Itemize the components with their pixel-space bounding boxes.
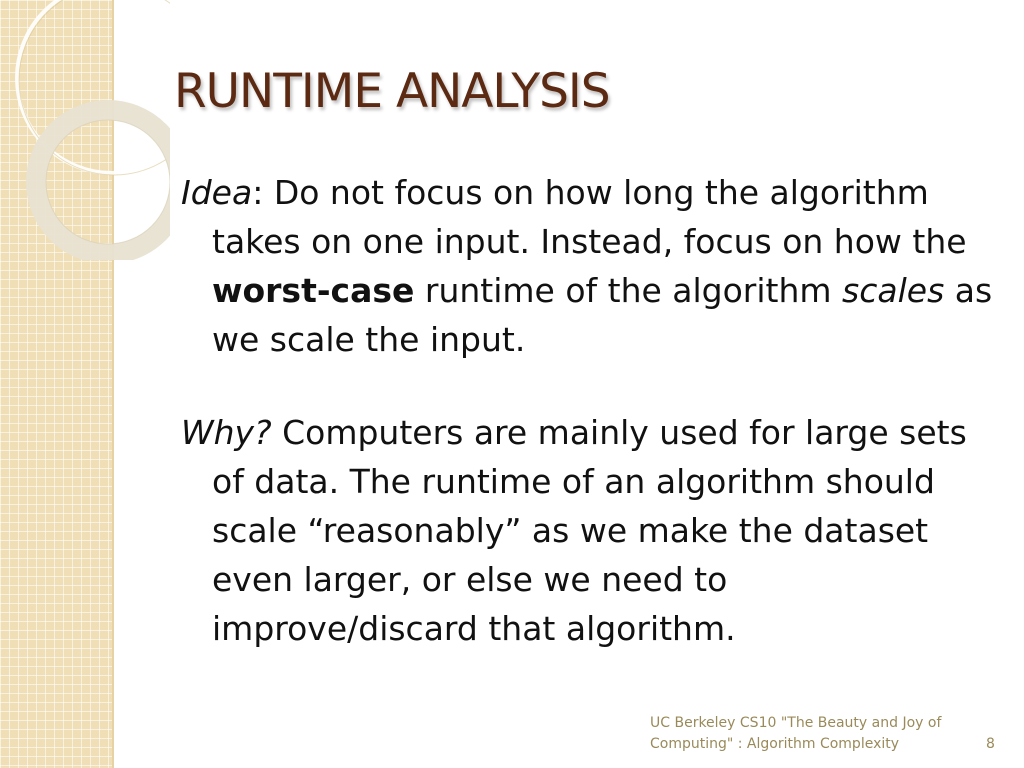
idea-paragraph <box>181 168 993 364</box>
idea-text-end: as we scale the input. <box>212 271 993 359</box>
scales-term: scales <box>842 271 945 310</box>
lower-ring-inner <box>46 120 170 244</box>
slide-body <box>181 168 993 653</box>
why-lead: Why? <box>181 413 272 452</box>
lower-ring <box>36 110 170 254</box>
why-paragraph <box>181 408 993 653</box>
idea-text-continued: runtime of the algorithm <box>414 271 843 310</box>
worst-case-term: worst-case <box>212 271 415 310</box>
slide-title: RUNTIME ANALYSIS <box>174 64 610 119</box>
footer-text: UC Berkeley CS10 "The Beauty and Joy of Computing" : Algorithm Complexity <box>650 715 942 752</box>
idea-lead: Idea <box>181 173 253 212</box>
decorative-rings <box>0 0 170 260</box>
why-text: Computers are mainly used for large sets of data. The runtime of an algorithm should scale “reasonably” as we make the dataset even larger, or else we need to improve/discard that algorithm. <box>212 413 967 648</box>
slide-number: 8 <box>986 736 995 752</box>
idea-text: : Do not focus on how long the algorithm takes on one input. Instead, focus on how the <box>212 173 967 261</box>
